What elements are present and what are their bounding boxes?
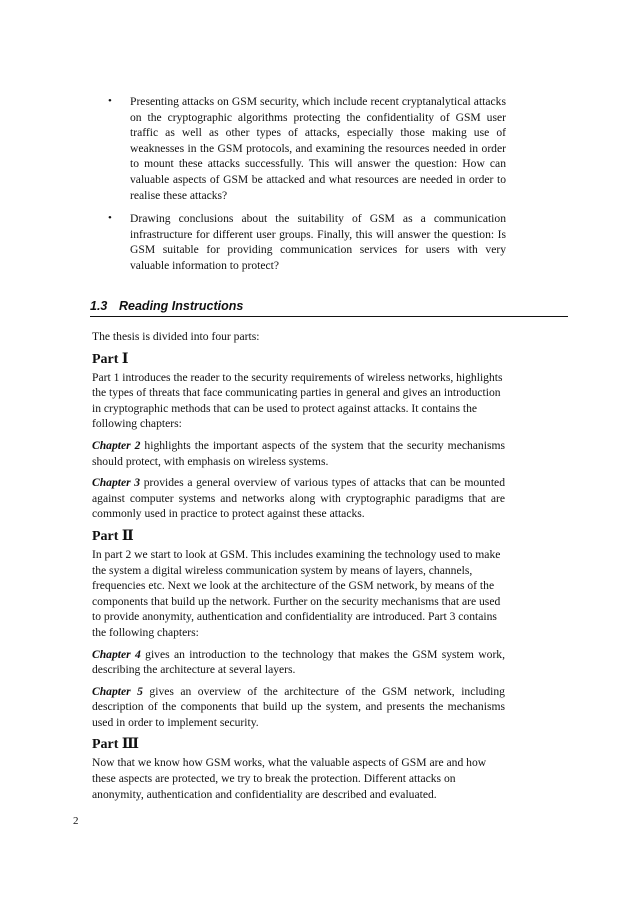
section-number: 1.3 <box>90 299 108 313</box>
chapter-2-label: Chapter 2 <box>92 438 141 452</box>
chapter-4-paragraph <box>92 647 505 678</box>
page-number: 2 <box>73 815 79 827</box>
part-2-title: Part Ⅱ <box>92 528 134 544</box>
list-item <box>108 211 506 273</box>
chapter-3-label: Chapter 3 <box>92 476 141 490</box>
section-title: Reading Instructions <box>119 299 244 313</box>
part-1-title: Part Ⅰ <box>92 351 129 367</box>
chapter-4-text: gives an introduction to the technology that makes the GSM system work, describing the architecture at several layers. <box>92 647 506 677</box>
main-content <box>92 329 505 808</box>
chapter-4-label: Chapter 4 <box>92 647 141 661</box>
chapter-3-paragraph <box>92 475 505 522</box>
list-item <box>108 94 506 203</box>
part-3-paragraph: Now that we know how GSM works, what the valuable aspects of GSM are and how these aspects are protected, we try to break the protection. Different attacks on anonymity, authentication and confidentiality are described and evaluated. <box>92 756 487 801</box>
chapter-5-label: Chapter 5 <box>92 684 143 698</box>
bullet-icon: • <box>108 95 112 107</box>
bullet-text: Presenting attacks on GSM security, which include recent cryptanalytical attacks on the cryptographic algorithms protecting the confidentiality of GSM user traffic as well as other types of attacks, especially those making use of weaknesses in the GSM protocols, and examining the resources needed in order to mount these attacks successfully. This will answer the question: How can valuable aspects of GSM be attacked and what resources are needed in order to realise these attacks? <box>130 95 506 202</box>
chapter-5-text: gives an overview of the architecture of the GSM network, including description of the components that build up the system, and presents the mechanisms used in order to implement security. <box>92 684 505 729</box>
section-heading <box>90 298 568 317</box>
chapter-2-paragraph <box>92 438 505 469</box>
chapter-3-text: provides a general overview of various types of attacks that can be mounted against computer systems and networks along with cryptographic paradigms that are commonly used in practice to protect against these attacks. <box>92 476 505 521</box>
part-3-title: Part Ⅲ <box>92 737 139 753</box>
bullet-icon: • <box>108 212 112 225</box>
intro-paragraph: The thesis is divided into four parts: <box>92 330 260 343</box>
bullet-text: Drawing conclusions about the suitability of GSM as a communication infrastructure for different user groups. Finally, this will answer the question: Is GSM suitable for providing communication services for users with very valuable information to protect? <box>130 212 506 272</box>
part-2-paragraph: In part 2 we start to look at GSM. This includes examining the technology used to make the system a digital wireless communication system by means of layers, channels, frequencies etc. Next we look at the architecture of the GSM network, by means of the components that build up the network. Further on the security mechanisms that are used to provide anonymity, authentication and confidentiality are introduced. Part 3 contains the following chapters: <box>92 547 501 639</box>
bullet-list <box>108 94 506 282</box>
part-1-paragraph: Part 1 introduces the reader to the security requirements of wireless networks, highlights the types of threats that face communicating parties in general and gives an introduction in cryptographic methods that can be used to protect against attacks. It contains the following chapters: <box>92 370 503 431</box>
chapter-5-paragraph <box>92 684 505 731</box>
chapter-2-text: highlights the important aspects of the system that the security mechanisms should protect, with emphasis on wireless systems. <box>92 438 505 468</box>
